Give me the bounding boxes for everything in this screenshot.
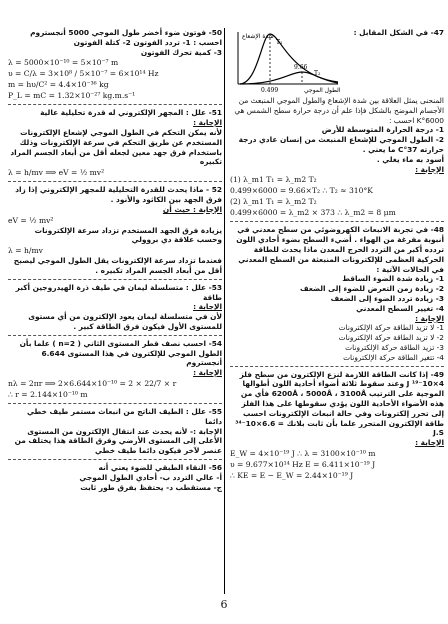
q49-eq-2: υ = 9.677×10¹⁴ Hz E = 6.411×10⁻¹⁹ J (230, 459, 376, 469)
divider (8, 181, 222, 182)
q47-item-1: 1- درجة الحرارة المتوسطة للأرض (321, 125, 444, 135)
q55-question: 55- علل : الطيف الناتج من انبعاث مستمر طيف خطي دائما (26, 406, 222, 426)
q48-question: 48- في تجربة الانبعاث الكهروضوئي من سطح معدني في أنبوبة مفرغة من الهواء . أضيء السطح بضوء أحادي اللون تردده أكبر من التردد الحرج المعدن ماذا يحدث للطاقة الحركية العظمى للإلكترونات المنبعثة من السطح المعدني في الحالات الآتية : (236, 225, 444, 274)
divider (8, 279, 222, 280)
q54-eq-1: nλ = 2πr ⟹ 2×6.644×10⁻¹⁰ = 2 × 22/7 × r (8, 378, 177, 388)
q47-answer-label: الإجابة : (415, 164, 444, 174)
q49-answer-label: الإجابة : (415, 438, 444, 448)
q50-eq-4: P_L = mC = 1.32×10⁻²⁷ kg.m.s⁻¹ (8, 91, 136, 101)
q56-options-2: ج- مستقطب د- يحتفظ بفرق طور ثابت (80, 482, 222, 492)
q47-title: 47- في الشكل المقابل : (353, 28, 444, 37)
q50-eq-1: λ = 5000×10⁻¹⁰ = 5×10⁻⁷ m (8, 58, 119, 68)
divider (230, 366, 444, 367)
right-column (230, 28, 444, 588)
q47-item-3: أسود به ماء يغلي . (376, 154, 444, 164)
q48-answer-2: 2- لا تزيد الطاقة حركة الإلكترونات (338, 333, 444, 343)
q51-question: 51- علل : المجهر الإلكتروني له قدرة تحليلية عالية (40, 108, 222, 118)
curve-t1-label: T₁ (276, 39, 283, 46)
q55-answer: الإجابة :- لأنه يحدث عند انتقال الإلكترون من المستوى الأعلى إلى المستوى الأرضي وفرق الطاقة هذا يختلف من عنصر لآخر فيكون دائما طيف خطي (14, 426, 222, 456)
q48-option-4: 4- تغيير السطح المعدني (356, 303, 444, 313)
q52-answer-label: الإجابة : حيث أن (162, 204, 222, 214)
q47-text: المنحنى يمثل العلاقة بين شدة الإشعاع والطول الموجي المنبعث من الأجسام الموضح بالشكل فإذا علم أن درجة حرارة سطح الشمس هي 6000°K احسب : (234, 96, 444, 125)
q48-answer-3: 3- تزيد الطاقة حركة الإلكترونات (345, 342, 444, 352)
q53-question: 53- علل : متسلسلة ليمان في طيف ذرة الهيدروجين أكبر طاقة (15, 282, 222, 302)
column-divider (224, 28, 225, 594)
peak2-label: 9.66 (294, 64, 308, 71)
q47-item-2: 2- الطول الموجي للإشعاع المنبعث من إنسان عادي درجة حرارته 37°C ما يعني . (238, 135, 444, 154)
q48-answer-4: 4- تتغير الطاقة حركة الإلكترونات (343, 352, 444, 362)
q47-eq-1: (1) λ_m1 T₁ = λ_m2 T₂ (230, 175, 317, 185)
q48-option-3: 3- زيادة تردد الضوء إلى الضعف (330, 293, 444, 303)
q52-answer-2: وحسب علاقة دي بروولي (131, 235, 222, 245)
q51-answer-label: الإجابة : (193, 118, 222, 128)
curve-t2 (240, 72, 338, 84)
divider (8, 403, 222, 404)
q51-answer: لأنه يمكن التحكم في الطول الموجي لإشعاع الإلكترونات المستخدم عن طريق التحكم في سرعة الإلكترونات وذلك باستخدام فرق جهد معين لجعله أقل من أبعاد الجسم المراد تكبيره (10, 127, 222, 167)
q50-part-1: احسب : 1- تردد الفوتون 2- كتلة الفوتون (73, 37, 222, 47)
peak1-label: 0.499 (261, 87, 279, 94)
q47-eq-3: (2) λ_m1 T₁ = λ_m2 T₂ (230, 197, 317, 207)
q51-eq: λ = h/mv ⟹ eV = ½ mv² (8, 168, 105, 178)
q48-option-2: 2- زيادة زمن التعرض للضوء إلى الضعف (300, 284, 444, 294)
q48-option-1: 1- زيادة شدة الضوء الساقط (342, 274, 444, 284)
q49-eq-3: ∴ KE = E − E_W = 2.44×10⁻¹⁹ J (230, 470, 354, 480)
q50-question: 50- فوتون ضوء أخضر طول الموجي 5000 أنجستروم (30, 28, 222, 37)
radiation-chart (230, 28, 342, 96)
q53-answer: لأن في متسلسلة ليمان يعود الإلكترون من أي مستوى للمستوى الأول فيكون فرق الطاقة كبير . (28, 312, 222, 331)
q50-eq-2: υ = C/λ = 3×10⁸ / 5×10⁻⁷ = 6×10¹⁴ Hz (8, 69, 159, 79)
q52-answer-1: يزيادة فرق الجهد المستخدم تزداد سرعة الإلكترونات (34, 225, 222, 235)
radiation-curve-svg (230, 28, 342, 96)
q52-answer-3: فعندما تزداد سرعة الإلكترونات يقل الطول الموجي ليصبح أقل من أبعاد الجسم المراد تكبيره . (13, 256, 222, 275)
q52-eq-2: λ = h/mv (8, 246, 43, 256)
divider (8, 335, 222, 336)
q49-eq-1: E_W = 4×10⁻¹⁹ J ∴ λ = 3100×10⁻¹⁰ m (230, 448, 376, 458)
chart-xlabel: الطول الموجي (304, 87, 341, 94)
divider (8, 459, 222, 460)
curve-t2-label: T₂ (314, 70, 321, 77)
q48-answer-label: الإجابة : (415, 313, 444, 323)
q49-question: 49- إذا كانت الطاقة اللازمة لنزع الإلكترون من سطح فلز 4×10⁻¹⁹ J وعند سقوط ثلاثة أضواء أحادية اللون أطوالها الموجية على الترتيب 6200Å ، 5000Å ، 3100Å فأي من هذه الأضواء الأحادية اللون يؤدي سقوطها على هذا الفلز إلى تحرر إلكترونات وفي حالة انبعاث الإلكترونات احسب طاقة الإلكترون المتحرر علما بأن ثابت بلانك = 6.6×10⁻³⁴ J.S (235, 369, 444, 438)
q54-answer-label: الإجابة : (193, 368, 222, 378)
q50-part-2: 3- كمية تحرك الفوتون (140, 47, 222, 57)
q47-header (230, 28, 444, 96)
q54-eq-2: ∴ r = 2.144×10⁻¹⁰ m (8, 389, 88, 399)
divider (8, 104, 222, 105)
left-column (8, 28, 222, 588)
curve-t1 (240, 34, 338, 84)
q48-answer-1: 1- لا تزيد الطاقة حركة الإلكترونات (338, 323, 444, 333)
q47-eq-4: 0.499×6000 = λ_m2 × 373 ∴ λ_m2 = 8 μm (230, 208, 396, 218)
q56-question: 56- النقاء الطبقي للضوء يعني أنه (98, 462, 222, 472)
page-number: 6 (220, 598, 228, 611)
q54-question: 54- احسب نصف قطر المستوى الثاني ( n=2 ) علما بأن الطول الموجي للإلكترون في هذا المستوى 6.644 أنجستروم (19, 338, 222, 368)
q52-question: 52 - ماذا يحدث للقدرة التحليلية للمجهر الإلكتروني إذا زاد فرق الجهد بين الكاثود والأنود . (15, 185, 222, 204)
q56-options-1: أ- عالي التردد ب- أحادي الطول الموجي (79, 472, 222, 482)
q50-eq-3: m = hυ/C² = 4.4×10⁻³⁶ kg (8, 80, 109, 90)
chart-ylabel: شدة الإشعاع (242, 33, 274, 40)
q52-eq-1: eV = ½ mv² (8, 215, 54, 225)
divider (230, 221, 444, 222)
q53-answer-label: الإجابة : (193, 302, 222, 312)
q47-eq-2: 0.499×6000 = 9.66×T₂ ∴ T₂ ≈ 310°K (230, 186, 373, 196)
